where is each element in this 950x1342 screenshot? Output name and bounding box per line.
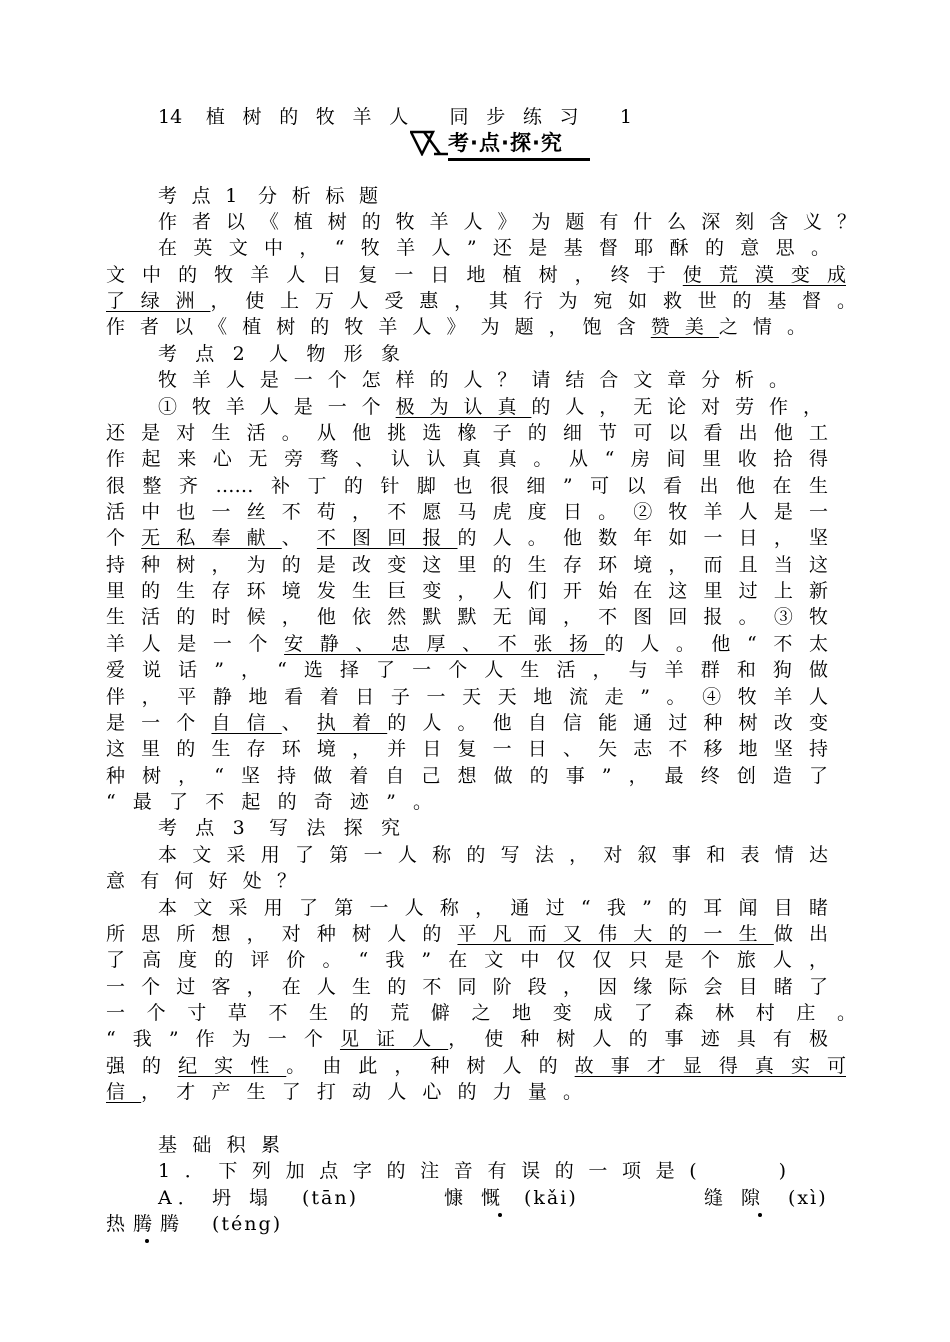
answer-line: “我”作为一个见证人，使种树人的事迹具有极 <box>106 1028 828 1050</box>
exercise-heading: 基础积累 <box>158 1134 280 1156</box>
section-heading-3: 考点3 写法探究 <box>158 817 400 839</box>
answer-line: 还是对生活。从他挑选橡子的细节可以看出他工 <box>106 422 828 444</box>
answer-line: 伴，平静地看着日子一天天地流走”。④牧羊人 <box>106 686 828 708</box>
option-word: 缝隙 <box>704 1187 779 1209</box>
answer-line: 作起来心无旁骛、认认真真。从“房间里收拾得 <box>106 448 828 470</box>
answer-line: 爱说话”，“选择了一个人生活，与羊群和狗做 <box>106 659 828 681</box>
answer-line: ①牧羊人是一个极为认真的人，无论对劳作， <box>158 396 822 418</box>
option-word: 慷慨 <box>444 1187 519 1209</box>
answer-line: 在英文中，“牧羊人”还是基督耶酥的意思。 <box>158 237 830 259</box>
option-word: 坍塌 <box>212 1187 287 1209</box>
option-pinyin: (kǎi) <box>524 1187 578 1209</box>
option-pinyin: (téng) <box>212 1213 283 1235</box>
section-banner <box>410 128 590 160</box>
answer-line: “最了不起的奇迹”。 <box>106 791 432 813</box>
option-pinyin: (tān) <box>302 1187 359 1209</box>
section-question-2: 牧羊人是一个怎样的人？请结合文章分析。 <box>158 369 788 391</box>
answer-line: 信，才产生了打动人心的力量。 <box>106 1081 582 1103</box>
option-pinyin: (xì) <box>788 1187 828 1209</box>
answer-line: 个无私奉献、不图回报的人。他数年如一日，坚 <box>106 527 828 549</box>
option-a-label: A． <box>158 1187 203 1209</box>
answer-line: 所思所想，对种树人的平凡而又伟大的一生做出 <box>106 923 828 945</box>
section-heading-1: 考点1 分析标题 <box>158 185 378 207</box>
section-question-3: 本文采用了第一人称的写法，对叙事和表情达 <box>158 844 828 866</box>
banner-label: 考·点·探·究 <box>448 128 590 161</box>
triangle-logo-icon <box>410 130 448 156</box>
answer-line: 本文采用了第一人称，通过“我”的耳闻目睹 <box>158 897 828 919</box>
answer-line: 很整齐……补丁的针脚也很细”可以看出他在生 <box>106 475 828 497</box>
answer-line: 生活的时候，他依然默默无闻，不图回报。③牧 <box>106 606 828 628</box>
answer-line: 羊人是一个安静、忠厚、不张扬的人。他“不太 <box>106 633 828 655</box>
answer-line: 作者以《植树的牧羊人》为题，饱含赞美之情。 <box>106 316 806 338</box>
answer-line: 是一个自信、执着的人。他自信能通过种树改变 <box>106 712 828 734</box>
answer-line: 文中的牧羊人日复一日地植树，终于使荒漠变成 <box>106 264 846 286</box>
answer-line: 持种树，为的是改变这里的生存环境，而且当这 <box>106 554 828 576</box>
document-title: 14 植树的牧羊人 同步练习 1 <box>158 106 632 128</box>
answer-line: 一个过客，在人生的不同阶段，因缘际会目睹了 <box>106 976 828 998</box>
section-question-1: 作者以《植树的牧羊人》为题有什么深刻含义？ <box>158 211 856 233</box>
question-1: 1．下列加点字的注音有误的一项是( ) <box>158 1160 786 1182</box>
answer-line: 一个寸草不生的荒僻之地变成了森林村庄。 <box>106 1002 856 1024</box>
section-question-3: 意有何好处？ <box>106 870 296 892</box>
answer-line: 了高度的评价。“我”在文中仅仅只是个旅人， <box>106 949 828 971</box>
section-heading-2: 考点2 人物形象 <box>158 343 400 365</box>
option-word: 热腾腾 <box>106 1213 188 1235</box>
answer-line: 活中也一丝不苟，不愿马虎度日。②牧羊人是一 <box>106 501 828 523</box>
answer-line: 里的生存环境发生巨变，人们开始在这里过上新 <box>106 580 828 602</box>
answer-line: 强的纪实性。由此，种树人的故事才显得真实可 <box>106 1055 846 1077</box>
answer-line: 这里的生存环境，并日复一日、矢志不移地坚持 <box>106 738 828 760</box>
answer-line: 种树，“坚持做着自己想做的事”，最终创造了 <box>106 765 828 787</box>
answer-line: 了绿洲，使上万人受惠，其行为宛如救世的基督。 <box>106 290 856 312</box>
